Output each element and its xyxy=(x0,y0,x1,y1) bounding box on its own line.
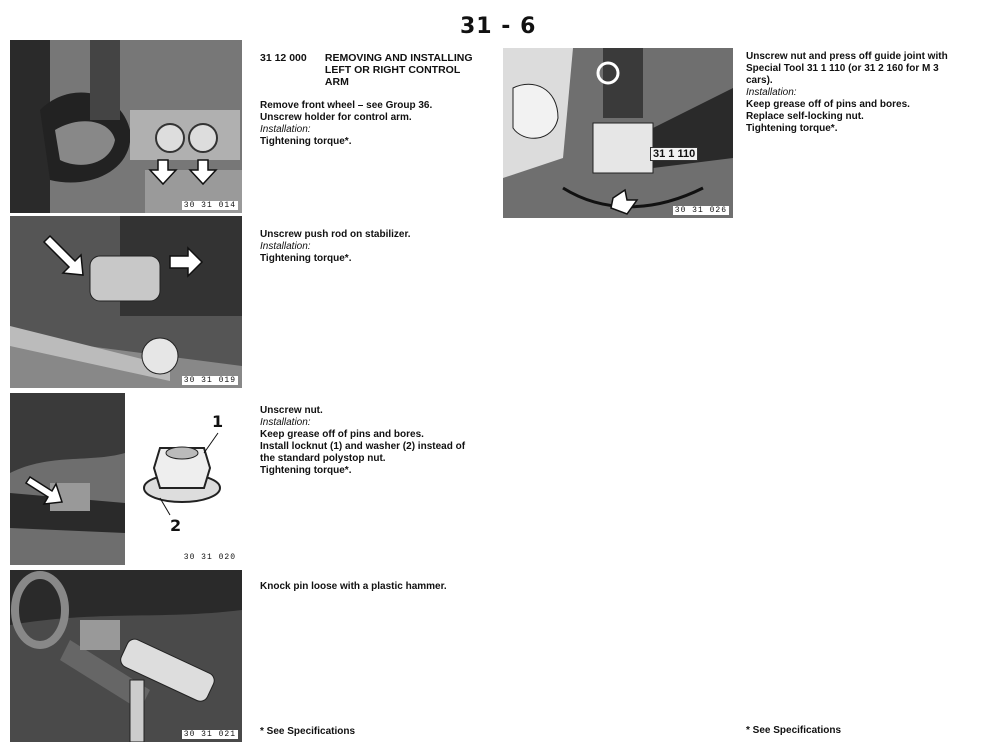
photo-push-rod-stabilizer xyxy=(10,216,242,388)
photo-code: 30 31 026 xyxy=(674,206,727,215)
step-line: Remove front wheel – see Group 36. xyxy=(260,100,433,111)
step-4-text xyxy=(260,581,447,593)
title-line: LEFT OR RIGHT CONTROL xyxy=(324,64,461,76)
photo-control-arm-holder xyxy=(10,40,242,213)
callout-1: 1 xyxy=(212,412,224,431)
photo-code: 30 31 014 xyxy=(183,201,236,210)
step-line: Tightening torque*. xyxy=(746,123,838,134)
step-line: Knock pin loose with a plastic hammer. xyxy=(260,581,447,592)
page-number: 31 - 6 xyxy=(460,14,537,39)
step-line: Unscrew holder for control arm. xyxy=(260,112,412,123)
step-line: Unscrew nut. xyxy=(260,405,323,416)
step-line: Tightening torque*. xyxy=(260,253,352,264)
footnote-left: * See Specifications xyxy=(260,726,356,737)
step-line: Unscrew nut and press off guide joint with xyxy=(746,51,948,62)
step-line: Keep grease off of pins and bores. xyxy=(260,429,424,440)
step-line: Tightening torque*. xyxy=(260,465,352,476)
step-line: Special Tool 31 1 110 (or 31 2 160 for M 3 xyxy=(746,63,939,74)
installation-label: Installation: xyxy=(260,124,311,135)
installation-label: Installation: xyxy=(260,241,311,252)
title-line: ARM xyxy=(324,76,349,88)
photo-code: 30 31 021 xyxy=(183,730,236,739)
photo-code: 30 31 019 xyxy=(183,376,236,385)
photo-locknut-washer xyxy=(10,393,242,565)
photo-knock-pin xyxy=(10,570,242,742)
footnote-right: * See Specifications xyxy=(746,725,842,736)
installation-label: Installation: xyxy=(260,417,311,428)
step-1-text xyxy=(260,100,432,148)
photo-code: 30 31 020 xyxy=(183,553,236,562)
step-line: Replace self-locking nut. xyxy=(746,111,864,122)
step-5-text xyxy=(746,51,948,135)
tool-label: 31 1 110 xyxy=(650,147,698,161)
section-title xyxy=(325,52,495,88)
section-code: 31 12 000 xyxy=(260,52,307,64)
step-3-text xyxy=(260,405,465,477)
step-line: Tightening torque*. xyxy=(260,136,352,147)
callout-2: 2 xyxy=(170,516,182,535)
step-line: cars). xyxy=(746,75,773,86)
section-heading xyxy=(260,52,495,88)
installation-label: Installation: xyxy=(746,87,797,98)
step-line: the standard polystop nut. xyxy=(260,453,386,464)
photo-guide-joint-tool xyxy=(503,48,733,218)
title-line: REMOVING AND INSTALLING xyxy=(324,52,473,64)
step-line: Keep grease off of pins and bores. xyxy=(746,99,910,110)
step-line: Install locknut (1) and washer (2) instead of xyxy=(260,441,466,452)
step-line: Unscrew push rod on stabilizer. xyxy=(260,229,411,240)
step-2-text xyxy=(260,229,411,265)
